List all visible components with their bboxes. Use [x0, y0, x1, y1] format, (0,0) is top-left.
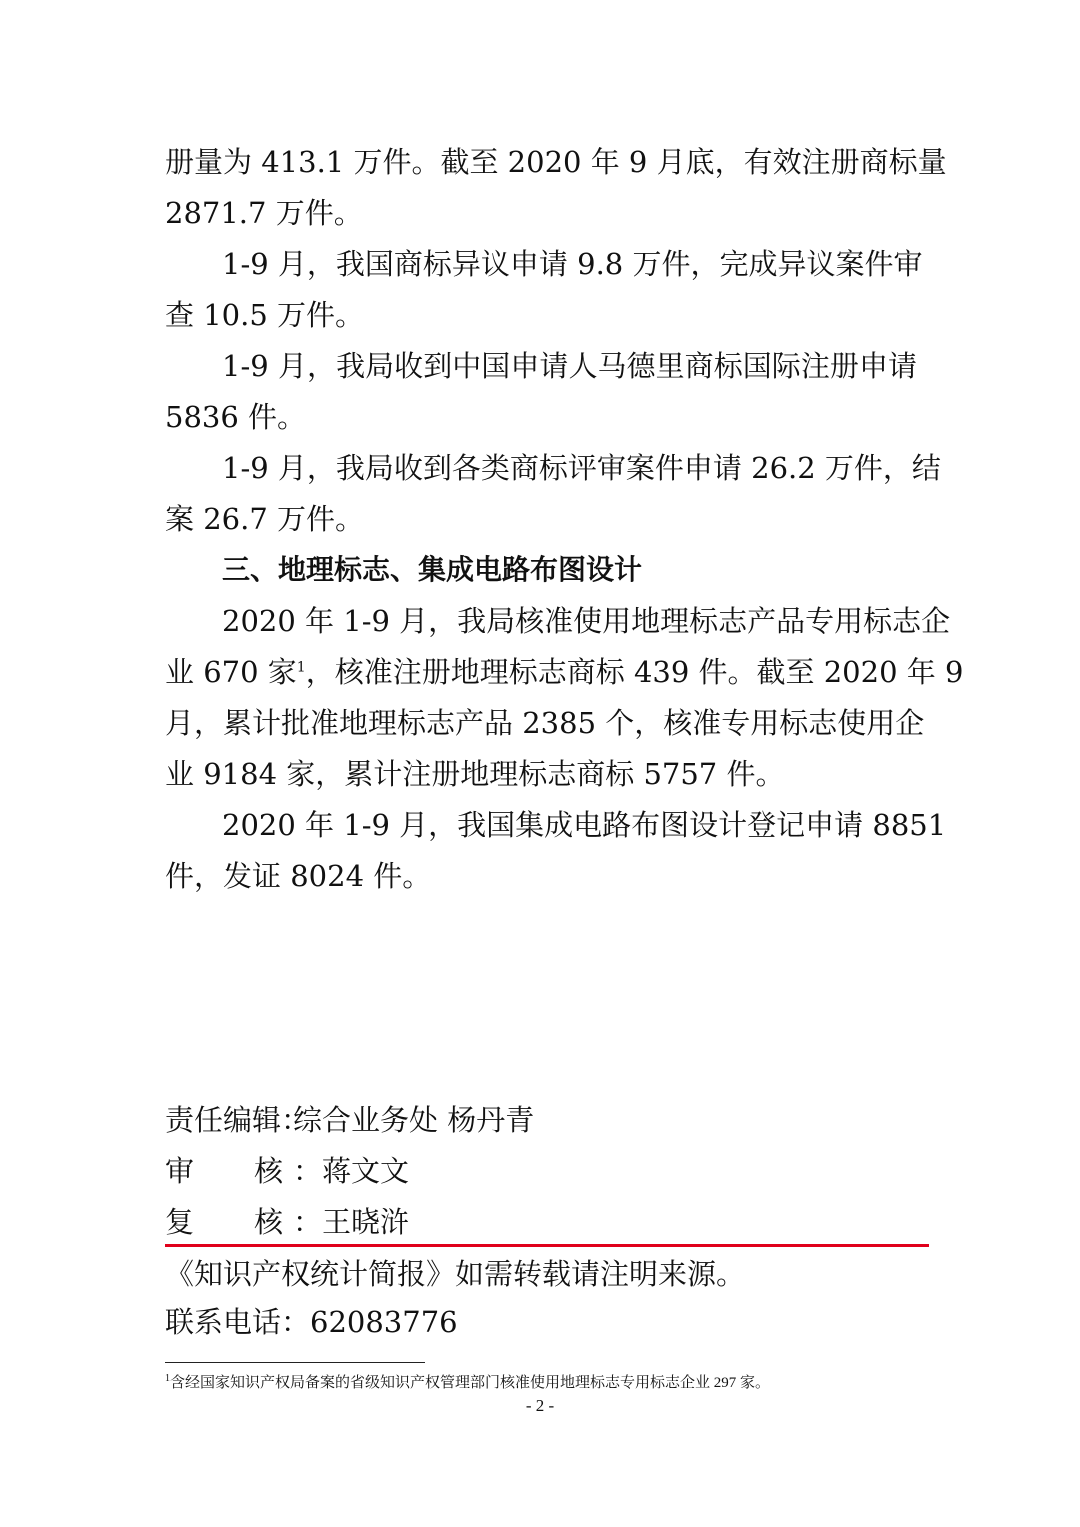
paragraph-line: 1-9 月，我局收到各类商标评审案件申请 26.2 万件，结: [222, 451, 941, 485]
reviewer-credit: [165, 1154, 409, 1188]
reviewer-value: 蒋文文: [322, 1154, 410, 1188]
editor-label: 责任编辑：: [165, 1103, 311, 1137]
reviewer-label: 审 核: [165, 1154, 283, 1188]
editor-credit: [165, 1103, 534, 1137]
rechecker-credit: [165, 1205, 409, 1239]
section-heading: 三、地理标志、集成电路布图设计: [222, 553, 643, 586]
paragraph-line: [165, 655, 964, 689]
paragraph-line: 月，累计批准地理标志产品 2385 个，核准专用标志使用企: [165, 706, 925, 740]
contact-phone: 联系电话：62083776: [165, 1305, 458, 1339]
paragraph-line: 业 9184 家，累计注册地理标志商标 5757 件。: [165, 757, 785, 791]
footnote: [165, 1373, 770, 1393]
reprint-notice: 《知识产权统计简报》如需转载请注明来源。: [165, 1257, 746, 1291]
rechecker-label: 复 核: [165, 1205, 283, 1239]
footnote-marker: 1: [296, 659, 306, 676]
paragraph-line: 1-9 月，我国商标异议申请 9.8 万件，完成异议案件审: [222, 247, 923, 281]
footnote-text: 含经国家知识产权局备案的省级知识产权管理部门核准使用地理标志专用标志企业 297 家。: [170, 1375, 771, 1391]
editor-value: 综合业务处 杨丹青: [293, 1103, 535, 1137]
paragraph-line: 2020 年 1-9 月，我局核准使用地理标志产品专用标志企: [222, 604, 951, 638]
paragraph-line: 查 10.5 万件。: [165, 298, 365, 332]
paragraph-text: ，核准注册地理标志商标 439 件。截至 2020 年 9: [305, 655, 964, 689]
paragraph-line: 5836 件。: [165, 400, 307, 434]
paragraph-line: 2871.7 万件。: [165, 196, 363, 230]
reviewer-colon: ：: [293, 1154, 323, 1188]
paragraph-line: 案 26.7 万件。: [165, 502, 365, 536]
paragraph-line: 1-9 月，我局收到中国申请人马德里商标国际注册申请: [222, 349, 917, 383]
footnote-number: 1: [165, 1373, 170, 1384]
rechecker-colon: ：: [293, 1205, 323, 1239]
paragraph-text: 业 670 家: [165, 655, 297, 689]
paragraph-line: 册量为 413.1 万件。截至 2020 年 9 月底，有效注册商标量: [165, 145, 947, 179]
paragraph-line: 2020 年 1-9 月，我国集成电路布图设计登记申请 8851: [222, 808, 947, 842]
rechecker-value: 王晓浒: [322, 1205, 410, 1239]
page-number: - 2 -: [525, 1396, 555, 1415]
red-divider: [165, 1244, 929, 1247]
footnote-divider: [165, 1362, 425, 1363]
paragraph-line: 件，发证 8024 件。: [165, 859, 432, 893]
